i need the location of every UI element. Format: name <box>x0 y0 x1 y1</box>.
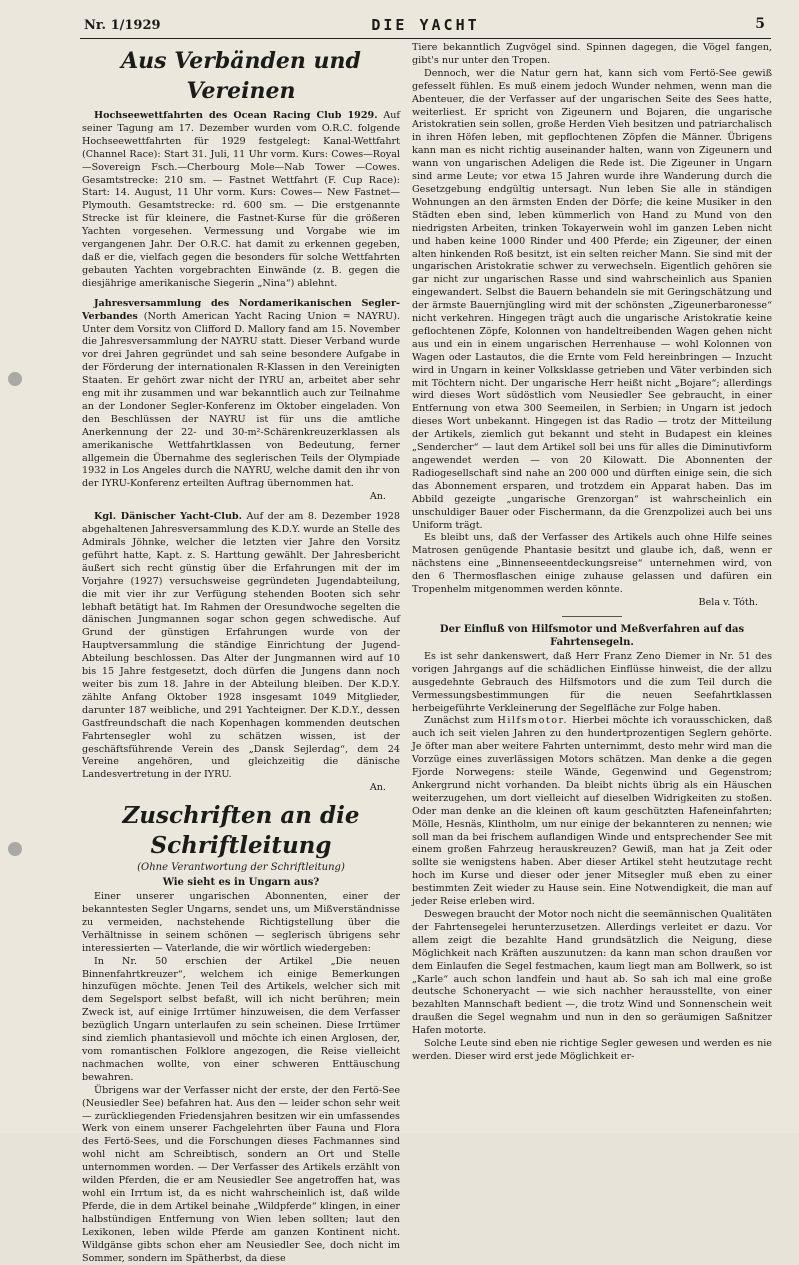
article-heading: Jahresversammlung des Nordamerikanischen Segler-Verbandes <box>82 297 400 322</box>
spaced-term: Hilfsmotor. <box>497 715 569 727</box>
article-title: Wie sieht es in Ungarn aus? <box>162 877 320 889</box>
author-sign: An. <box>369 491 386 503</box>
left-column <box>82 46 400 1265</box>
paragraph: Es bleibt uns, daß der Verfasser des Artikels auch ohne Hilfe seines Matrosen genügende Phantasie besitzt und glaube ich, daß, wenn er nächstens eine „Binnenseeentdeckungsreise“ unternehmen wird, von den 6 Thermosflaschen einige zuhause gelassen und dafüren ein Tropenhelm mitgenommen werden könnte. <box>412 532 772 596</box>
right-column <box>412 42 772 1064</box>
section-title-letters: Zuschriften an die Schriftleitung <box>122 802 360 860</box>
text-run: Hierbei möchte ich vorausschicken, daß auch ich seit vielen Jahren zu den hundertprozentigen Seglern gehörte. Je öfter man aber weitere Fahrten unternimmt, desto mehr wird man die Vorzüge eines zuverlässigen Motors schätzen. Man denke a die gegen Fjorde Norwegens: steile Wände, Gegenwind und Gegenstrom; Ankergrund nicht vorhanden. Da bleibt nichts übrig als ein Häuschen weiterzugehen, um dort vielleicht auf dieselben Widrigkeiten zu stoßen. Oder man denke an die kleinen oft kaum geschützten Hafeneinfahrten; Mölle, Hesnäs, Klintholm, um nur einige der bekannteren zu nennen; wie soll man da bei frischem auflandigen Winde und entsprechender See mit einem großen Fahrzeug herauskreuzen? Gewiß, man hat ja Zeit oder sollte sie wenigstens haben. Aber dieser Artikel steht heutzutage recht hoch im Kurse und dieser oder jener Mitsegler muß eben zu einer bestimmten Zeit wieder zu Hause sein. Eine Notwendigkeit, die man auf jeder Reise erleben wird. <box>412 715 772 908</box>
paragraph: In Nr. 50 erschien der Artikel „Die neuen Binnenfahrtkreuzer“, welchem ich einige Bemerkungen hinzufügen möchte. Jenen Teil des Artikels, welcher sich mit dem Segelsport selbst befaßt, will ich nicht berühren; mein Zweck ist, auf einige Irrtümer hinzuweisen, die dem Verfasser bezüglich Ungarn unterlaufen zu sein scheinen. Diese Irrtümer sind ziemlich phantasievoll und möchte ich einen Arglosen, der, vom romantischen Folklore angezogen, die Reise vielleicht nachmachen wollte, von einer schweren Enttäuschung bewahren. <box>82 955 400 1083</box>
article-body: (North American Yacht Racing Union = NAYRU). Unter dem Vorsitz von Clifford D. Mallory fand am 15. November die Jahresversammlung der NAYRU statt. Dieser Verband wurde vor drei Jahren gegründet und sah seine besondere Aufgabe in der Förderung der internationalen R-Klassen in den Vereinigten Staaten. Er gehört zwar nicht der IYRU an, arbeitet aber sehr eng mit ihr zusammen und war bekanntlich auch zur Teilnahme an der Londoner Segler-Konferenz im Oktober eingeladen. Von den Beschlüssen der NAYRU ist für uns die amtliche Anerkennung der 22- und 30-m²-Schärenkreuzerklassen als amerikanische Wettfahrtklassen von Bedeutung, ferner allgemein die Übernahme des seglerischen Teils der Olympiade 1932 in Los Angeles durch die NAYRU, welche damit den ihr von der IYRU-Konferenz erteilten Auftrag übernommen hat. <box>82 310 400 490</box>
paragraph: Es ist sehr dankenswert, daß Herr Franz Zeno Diemer in Nr. 51 des vorigen Jahrgangs auf die schädlichen Einflüsse hinweist, die der allzu ausgedehnte Gebrauch des Hilfsmotors und die zum Teil durch die Vermessungsbestimmungen für die neuen Seefahrtklassen herbeigeführte Verkleinerung der Segelfläche zur Folge haben. <box>412 650 772 714</box>
section-title: Aus Verbänden und Vereinen <box>121 48 361 104</box>
paragraph: Deswegen braucht der Motor noch nicht die seemännischen Qualitäten der Fahrtensegelei herunterzusetzen. Allerdings verleitet er dazu. Vor allem zeigt die bezahlte Hand grundsätzlich die Neigung, diese Möglichkeit nach Kräften auszunutzen: da kann man schon draußen vor dem Einlaufen die Segel festmachen, kaum liegt man am Bollwerk, so ist „Karle“ auch schon landfein und haut ab. So sah ich mal eine große deutsche Schoneryacht — wie sich nachher herausstellte, von einer bezahlten Mannschaft bedient —, die trotz Wind und Sonnenschein weit draußen die Segel wegnahm und nun in den so geräumigen Saßnitzer Hafen motorte. <box>412 909 772 1037</box>
author-sign: An. <box>369 782 386 794</box>
punch-hole <box>8 372 22 386</box>
article-title: Der Einfluß von Hilfsmotor und Meßverfahren auf das Fahrtensegeln. <box>439 623 745 648</box>
paragraph: Übrigens war der Verfasser nicht der erste, der den Fertö-See (Neusiedler See) befahren hat. Aus den — leider schon sehr weit — zurückliegenden Friedensjahren besitzen wir ein umfassendes Werk von einem unserer Fachgelehrten über Fauna und Flora des Fertö-Sees, und die Forschungen dieses Fachmannes sind wohl nicht am Schreibtisch, sondern an Ort und Stelle unternommen worden. — Der Verfasser des Artikels erzählt von wilden Pferden, die er am Neusiedler See angetroffen hat, was wohl ein Irrtum ist, da es nicht wahrscheinlich ist, daß wilde Pferde, die in dem Artikel beinahe „Wildpferde“ klingen, in einer halbstündigen Entfernung von Wien leben sollten; laut den Lexikonen, leben wilde Pferde am ganzen Kontinent nicht. Wildgänse gibts schon eher am Neusiedler See, doch nicht im Sommer, sondern im Spätherbst, da diese <box>82 1084 400 1264</box>
section-subtitle: (Ohne Verantwortung der Schriftleitung) <box>137 862 345 874</box>
article-nayru <box>82 298 400 492</box>
issue-number: Nr. 1/1929 <box>84 18 161 33</box>
paragraph: Tiere bekanntlich Zugvögel sind. Spinnen dagegen, die Vögel fangen, gibt's nur unter den Tropen. <box>412 42 772 66</box>
paragraph: Einer unserer ungarischen Abonnenten, einer der bekanntesten Segler Ungarns, sendet uns, um Mißverständnisse zu vermeiden, nachstehende Richtigstellung über die Verhältnisse in seinem schönen — seglerisch übrigens sehr interessierten — Vaterlande, die wir wörtlich wiedergeben: <box>82 891 400 954</box>
page-header <box>80 14 771 39</box>
article-body: Auf seiner Tagung am 17. Dezember wurden vom O.R.C. folgende Hochseewettfahrten für 1929 festgelegt: Kanal-Wettfahrt (Channel Race): Start 31. Juli, 11 Uhr vorm. Kurs: Cowes—Royal—Sovereign Fsch.—Cherbourg Mole—Nab Tower —Cowes. Gesamtstrecke: 210 sm. — Fastnet Wettfahrt (F. Cup Race): Start: 14. August, 11 Uhr vorm. Kurs: Cowes— New Fastnet—Plymouth. Gesamtstrecke: rd. 600 sm. — Die erstgenannte Strecke ist für kleinere, die Fastnet-Kurse für die größeren Yachten vorgesehen. Vermessung und Vorgabe wie im vergangenen Jahr. Der O.R.C. hat damit zu erkennen gegeben, daß er die, vielfach gegen die besonders für solche Wettfahrten gebauten Yachten vorgebrachten Einwände (z. B. gegen die diesjährige amerikanische Siegerin „Nina“) ablehnt. <box>82 110 400 289</box>
article-kdy <box>82 511 400 782</box>
article-ocean-racing <box>82 110 400 291</box>
paragraph: Solche Leute sind eben nie richtige Segler gewesen und werden es nie werden. Dieser wird erst jede Möglichkeit er- <box>412 1038 772 1062</box>
divider <box>562 616 622 617</box>
magazine-title: DIE YACHT <box>371 16 480 34</box>
text-run: Zunächst zum <box>424 715 498 727</box>
author-sign: Bela v. Tóth. <box>698 596 758 608</box>
paragraph <box>412 715 772 909</box>
page-number: 5 <box>755 16 765 32</box>
punch-hole <box>8 842 22 856</box>
article-heading: Kgl. Dänischer Yacht-Club. <box>94 511 242 523</box>
paragraph: Dennoch, wer die Natur gern hat, kann sich vom Fertö-See gewiß gefesselt fühlen. Es muß einem jedoch Wunder nehmen, wenn man die Abenteuer, die der Verfasser auf der ungarischen Seite des Sees hatte, weiterliest. Er spricht von Zigeunern und Bojaren, die ungarische Aristokratien sein sollen, große Herden Vieh besitzen und patriarchalisch in ihren Höfen leben, mit gepflochtenen Zöpfen die Männer. Übrigens kann man es nicht richtig auseinander halten, wann von Zigeunern und wann von ungarischen Adeligen die Rede ist. Die Zigeuner in Ungarn sind arme Leute; vor etwa 15 Jahren wurde ihre Wanderung durch die Gesetzgebung endgültig untersagt. Nun leben Sie alle in ständigen Wohnungen an den ärmsten Enden der Dörfe; die keine Musiker in den Städten eben sind, leben kümmerlich von Hand zu Mund von den niedrigsten Arbeiten, trinken Tokayerwein wohl im ganzen Leben nicht und haben keine 1000 Rinder und 400 Pferde; ein Zigeuner, der einen alten hinkenden Roß besitzt, ist ein selten reicher Mann. Sie sind mit der ungarischen Aristokratie schwer zu verwechseln. Eigentlich gehören sie gar nicht zur ungarischen Rasse und sind wahrscheinlich aus Spanien eingewandert. Selbst die Bauern behandeln sie mit Geringschätzung und der ärmste Bauernjüngling wird mit der schönsten „Zigeunerbaronesse“ nicht verkehren. Hingegen trägt auch die ungarische Aristokratie keine geflochtenen Zöpfe, Kolonnen von handeltreibenden Wagen gehen nicht aus und ein in einem ungarischen Herrenhause — wohl Kolonnen von Wagen oder Lastautos, die die Ernte vom Feld hereinbringen — Inzucht wird in Ungarn in keiner Volksklasse getrieben und Väter verbinden sich mit Töchtern nicht. Der ungarische Herr heißt nicht „Bojare“; allerdings wird dieses Wort südöstlich vom Neusiedler See gebraucht, in einer Entfernung von etwa 300 Seemeilen, in Serbien; in Ungarn ist jedoch dieses Wort unbekannt. Hingegen ist das Radio — trotz der Mitteilung der Artikels, ziemlich gut bekannt und steht in Budapest ein kleines „Sendercher“ — laut dem Artikel soll bei uns für alles die Diminutivform angewendet werden — von 20 Kilowatt. Die Abonnenten der Radiogesellschaft sind nahe an 200 000 und dürften einige sein, die sich das Abonnement ersparen, und trotzdem ein Apparat haben. Das im Abbild gezeigte „ungarische Grenzorgan“ ist wahrscheinlich ein unschuldiger Bauer oder Fischermann, da die Grenzpolizei auch bei uns Uniform trägt. <box>412 67 772 531</box>
article-body: Auf der am 8. Dezember 1928 abgehaltenen Jahresversammlung des K.D.Y. wurde an Stelle des Admirals Jöhnke, welcher die letzten vier Jahre den Vorsitz geführt hatte, Kapt. z. S. Harttung gewählt. Der Jahresbericht äußert sich recht günstig über die Erfahrungen mit der im Vorjahre (1927) versuchsweise gegründeten Jugendabteilung, die mit vier ihr zur Verfügung stehenden Booten sich sehr lebhaft betätigt hat. Im Rahmen der Oresundwoche segelten die dänischen Jungmannen sogar schon gegen schwedische. Auf Grund der günstigen Erfahrungen wurde von der Hauptversammlung die ständige Einrichtung der Jugend-Abteilung beschlossen. Das Alter der Jungmannen wird auf 10 bis 15 Jahre festgesetzt, doch dürfen die Jungens dann noch weiter bis zum 18. Jahre in der Abteilung bleiben. Der K.D.Y. zählte Anfang Oktober 1928 insgesamt 1049 Mitglieder, darunter 187 weibliche, und 291 Yachteigner. Der K.D.Y., dessen Gastfreundschaft die nach Kopenhagen kommenden deutschen Fahrtensegler wohl zu schätzen wissen, ist der geschäftsführende Verein des „Dansk Sejlerdag“, dem 24 Vereine angehören, und gleichzeitig die dänische Landesvertretung in der IYRU. <box>82 511 400 781</box>
article-heading: Hochseewettfahrten des Ocean Racing Club 1929. <box>94 110 378 121</box>
